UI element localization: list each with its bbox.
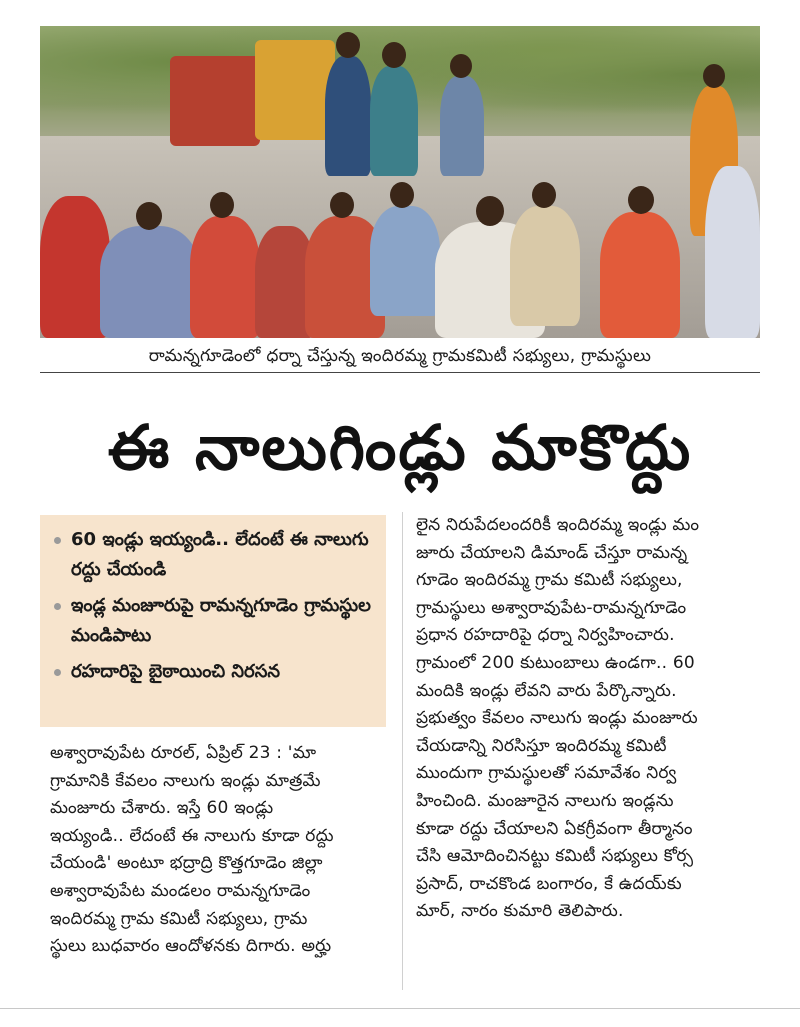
article-line: హించింది. మంజూరైన నాలుగు ఇండ్లను: [416, 790, 674, 811]
photo-person: [440, 76, 484, 176]
highlight-text: రహదారిపై బైఠాయించి నిరసన: [71, 661, 281, 682]
photo-person-head: [450, 54, 472, 78]
photo-person-head: [336, 32, 360, 58]
photo-person: [600, 212, 680, 338]
article-line: ఇందిరమ్మ గ్రామ కమిటీ సభ్యులు, గ్రామ: [50, 908, 308, 929]
article-line: గ్రామంలో 200 కుటుంబాలు ఉండగా.. 60: [416, 652, 695, 673]
article-line: మందికి ఇండ్లు లేవని వారు పేర్కొన్నారు.: [416, 680, 677, 701]
article-line: అశ్వారావుపేట మండలం రామన్నగూడెం: [50, 880, 311, 901]
photo-person: [510, 206, 580, 326]
photo-person-head: [382, 42, 406, 68]
article-line: ప్రభుత్వం కేవలం నాలుగు ఇండ్లు మంజూరు: [416, 708, 698, 729]
article-line: గ్రామస్థులు అశ్వారావుపేట-రామన్నగూడెం: [416, 597, 687, 618]
photo-person: [370, 206, 440, 316]
article-line: ప్రధాన రహదారిపై ధర్నా నిర్వహించారు.: [416, 625, 675, 646]
photo-person-head: [330, 192, 354, 218]
headline: ఈ నాలుగిండ్లు మాకొద్దు: [107, 411, 693, 484]
highlight-item: [54, 591, 376, 651]
article-line: గూడెం ఇందిరమ్మ గ్రామ కమిటీ సభ్యులు,: [416, 570, 683, 591]
photo-person-head: [476, 196, 504, 226]
article-line: మంజూరు చేశారు. ఇస్తే 60 ఇండ్లు: [50, 798, 274, 819]
article-line: మార్, నారం కుమారి తెలిపారు.: [416, 901, 624, 922]
photo-person-head: [390, 182, 414, 208]
news-photo: [40, 26, 760, 338]
highlight-item: [54, 657, 376, 687]
photo-tractor: [170, 56, 260, 146]
caption-divider: [40, 372, 760, 373]
highlights-box: [40, 515, 386, 727]
photo-person: [325, 56, 371, 176]
photo-person: [190, 216, 260, 338]
article-line: చేయండి' అంటూ భద్రాద్రి కొత్తగూడెం జిల్లా: [50, 853, 323, 874]
article-column-right: [416, 512, 762, 926]
article-line: స్థులు బుధవారం ఆందోళనకు దిగారు. అర్హు: [50, 936, 332, 957]
photo-person-head: [136, 202, 162, 230]
photo-person-head: [628, 186, 654, 214]
bullet-icon: [54, 603, 61, 610]
page-bottom-rule: [0, 1008, 800, 1009]
photo-caption: రామన్నగూడెంలో ధర్నా చేస్తున్న ఇందిరమ్మ గ్రామకమిటీ సభ్యులు, గ్రామస్థులు: [148, 346, 652, 366]
article-line: గ్రామానికి కేవలం నాలుగు ఇండ్లు మాత్రమే: [50, 770, 321, 791]
article-line: చేయడాన్ని నిరసిస్తూ ఇందిరమ్మ కమిటీ: [416, 735, 667, 756]
article-line: జూరు చేయాలని డిమాండ్ చేస్తూ రామన్న: [416, 542, 688, 563]
column-divider: [402, 512, 403, 990]
article-line: అశ్వారావుపేట రూరల్, ఏప్రిల్ 23 : 'మా: [50, 743, 317, 763]
highlight-item: [54, 525, 376, 585]
article-line: చేసి ఆమోదించినట్టు కమిటీ సభ్యులు కోర్స: [416, 846, 694, 867]
bullet-icon: [54, 669, 61, 676]
photo-person: [705, 166, 760, 338]
photo-person: [370, 66, 418, 176]
article-line: ప్రసాద్, రాచకొండ బంగారం, కే ఉదయ్‌కు: [416, 873, 682, 894]
photo-truck: [255, 40, 335, 140]
article-line: కూడా రద్దు చేయాలని ఏకగ్రీవంగా తీర్మానం: [416, 818, 693, 839]
article-line: లైన నిరుపేదలందరికీ ఇందిరమ్మ ఇండ్లు మం: [416, 515, 700, 535]
article-line: ఇయ్యండి.. లేదంటే ఈ నాలుగు కూడా రద్దు: [50, 825, 334, 846]
photo-person-head: [703, 64, 725, 88]
photo-person-head: [532, 182, 556, 208]
article-column-left: [50, 740, 390, 961]
photo-person: [100, 226, 200, 338]
highlight-text: ఇండ్ల మంజూరుపై రామన్నగూడెం గ్రామస్థుల మండిపాటు: [71, 595, 371, 646]
highlight-text: 60 ఇండ్లు ఇయ్యండి.. లేదంటే ఈ నాలుగు రద్దు చేయండి: [71, 529, 369, 580]
article-line: ముందుగా గ్రామస్థులతో సమావేశం నిర్వ: [416, 763, 677, 784]
bullet-icon: [54, 537, 61, 544]
photo-person-head: [210, 192, 234, 218]
